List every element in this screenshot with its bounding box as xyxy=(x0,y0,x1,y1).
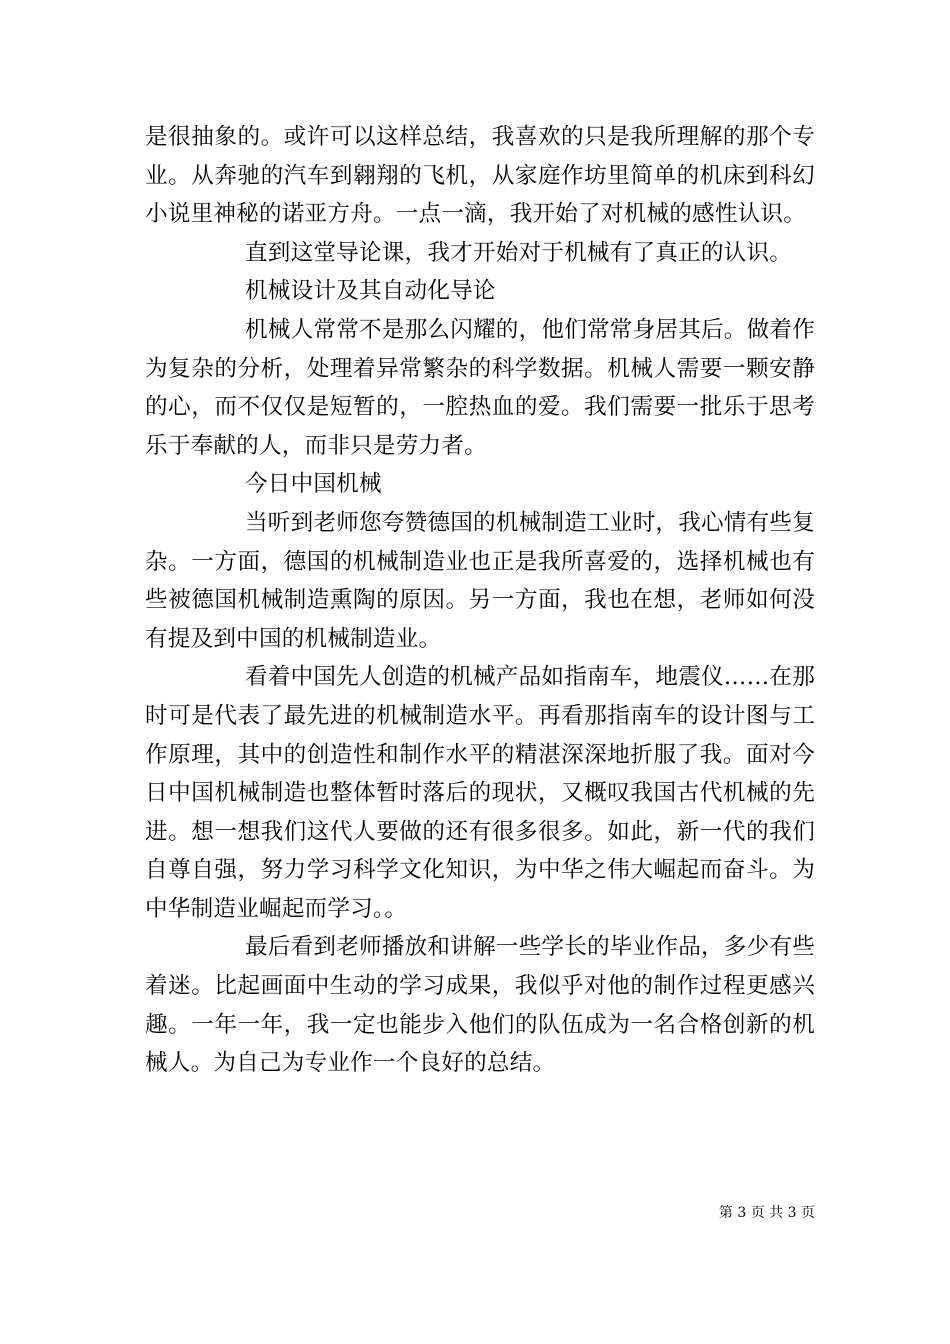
body-paragraph: 是很抽象的。或许可以这样总结，我喜欢的只是我所理解的那个专业。从奔驰的汽车到翱翔的飞机，从家庭作坊里简单的机床到科幻小说里神秘的诺亚方舟。一点一滴，我开始了对机械的感性认识。 xyxy=(145,124,815,228)
document-body xyxy=(145,118,815,1083)
body-paragraph: 直到这堂导论课，我才开始对于机械有了真正的认识。 xyxy=(245,239,793,266)
section-heading: 机械设计及其自动化导论 xyxy=(245,278,496,305)
body-paragraph: 机械人常常不是那么闪耀的，他们常常身居其后。做着作为复杂的分析，处理着异常繁杂的科学数据。机械人需要一颗安静的心，而不仅仅是短暂的，一腔热血的爱。我们需要一批乐于思考乐于奉献的人，而非只是劳力者。 xyxy=(145,316,815,459)
body-paragraph: 看着中国先人创造的机械产品如指南车，地震仪……在那时可是代表了最先进的机械制造水平。再看那指南车的设计图与工作原理，其中的创造性和制作水平的精湛深深地折服了我。面对今日中国机械制造也整体暂时落后的现状，又概叹我国古代机械的先进。想一想我们这代人要做的还有很多很多。如此，新一代的我们自尊自强，努力学习科学文化知识，为中华之伟大崛起而奋斗。为中华制造业崛起而学习。。 xyxy=(145,664,815,922)
body-paragraph: 最后看到老师播放和讲解一些学长的毕业作品，多少有些着迷。比起画面中生动的学习成果，我似乎对他的制作过程更感兴趣。一年一年，我一定也能步入他们的队伍成为一名合格创新的机械人。为自己为专业作一个良好的总结。 xyxy=(145,934,815,1077)
page-number-footer: 第 3 页 共 3 页 xyxy=(718,1205,815,1221)
body-paragraph: 当听到老师您夸赞德国的机械制造工业时，我心情有些复杂。一方面，德国的机械制造业也正是我所喜爱的，选择机械也有些被德国机械制造熏陶的原因。另一方面，我也在想，老师如何没有提及到中国的机械制造业。 xyxy=(145,509,815,652)
section-heading: 今日中国机械 xyxy=(245,471,382,498)
